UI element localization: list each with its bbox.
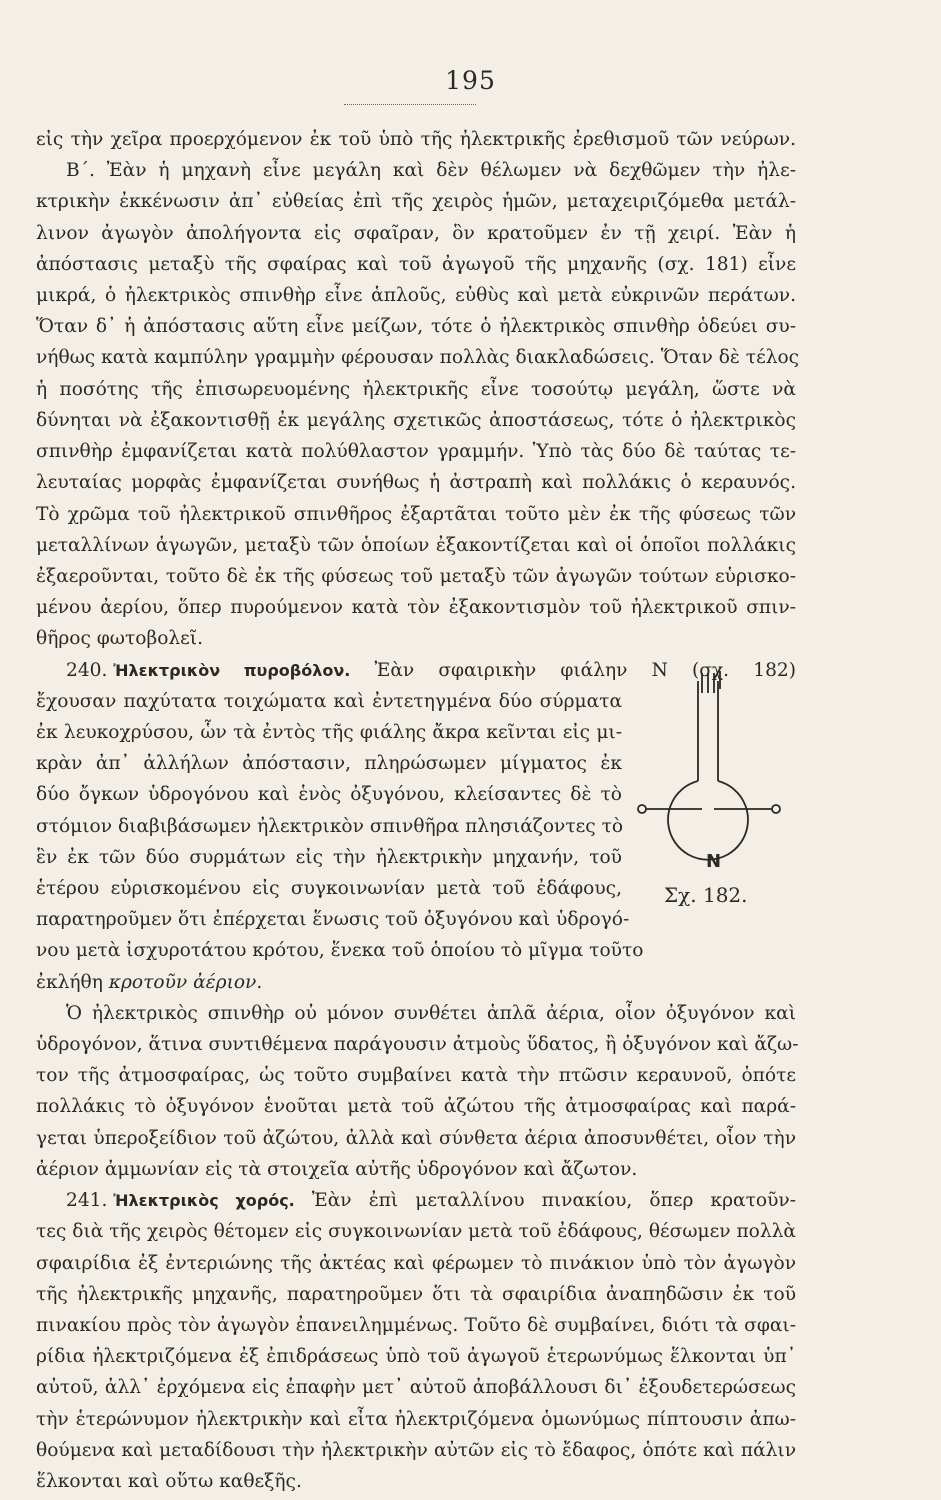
flask-diagram	[636, 663, 796, 863]
text-line: τον τῆς ἀτμοσφαίρας, ὡς τοῦτο συμβαίνει κατὰ τὴν πτῶσιν κεραυνοῦ, ὁπότε	[36, 1065, 796, 1086]
text-line: ἡ ποσότης τῆς ἐπισωρευομένης ἠλεκτρικῆς εἶνε τοσούτῳ μεγάλη, ὥστε νὰ	[36, 379, 796, 400]
text-line: σπινθὴρ ἐμφανίζεται κατὰ πολύθλαστον γραμμήν. Ὑπὸ τὰς δύο δὲ ταύτας τε-	[36, 441, 796, 462]
text-line: Ὁ ἠλεκτρικὸς σπινθὴρ οὐ μόνον συνθέτει ἁπλᾶ ἀέρια, οἷον ὀξυγόνον καὶ	[66, 1003, 796, 1024]
text-line: τῆς ἠλεκτρικῆς μηχανῆς, παρατηροῦμεν ὅτι τὰ σφαιρίδια ἀναπηδῶσιν ἐκ τοῦ	[36, 1284, 796, 1305]
figure-182	[636, 663, 796, 933]
text-line: πολλάκις τὸ ὀξυγόνον ἑνοῦται μετὰ τοῦ ἀζώτου τῆς ἀτμοσφαίρας καὶ παρά-	[36, 1096, 796, 1117]
text-line: δύο ὄγκων ὑδρογόνου καὶ ἑνὸς ὀξυγόνου, κλείσαντες δὲ τὸ	[36, 784, 622, 805]
section-first-line: Ἐὰν σφαιρικὴν φιάλην Ν (σχ. 182)	[374, 660, 796, 681]
text-line: ὑδρογόνον, ἅτινα συντιθέμενα παράγουσιν ἀτμοὺς ὕδατος, ἢ ὀξυγόνον καὶ ἄζω-	[36, 1034, 799, 1055]
text-line: τὴν ἑτερώνυμον ἠλεκτρικὴν καὶ εἶτα ἠλεκτριζόμενα ὁμωνύμως πίπτουσιν ἀπω-	[36, 1409, 796, 1430]
page-number: 195	[445, 66, 496, 95]
text-line: Τὸ χρῶμα τοῦ ἠλεκτρικοῦ σπινθῆρος ἐξαρτᾶται τοῦτο μὲν ἐκ τῆς φύσεως τῶν	[36, 504, 796, 525]
text-line: ἀπόστασις μεταξὺ τῆς σφαίρας καὶ τοῦ ἀγωγοῦ τῆς μηχανῆς (σχ. 181) εἶνε	[36, 254, 796, 275]
figure-caption: Σχ. 182.	[664, 883, 748, 907]
text-line: παρατηροῦμεν ὅτι ἐπέρχεται ἕνωσις τοῦ ὀξυγόνου καὶ ὑδρογό-	[36, 909, 630, 930]
section-title: Ἠλεκτρικὸν πυροβόλον.	[113, 661, 351, 680]
text-line: ἔχουσαν παχύτατα τοιχώματα καὶ ἐντετηγμένα δύο σύρματα	[36, 691, 622, 712]
figure-label-n: Ν	[706, 851, 722, 872]
section-number: 240.	[66, 660, 108, 681]
text-line: κρὰν ἀπ᾽ ἀλλήλων ἀπόστασιν, πληρώσωμεν μίγματος ἐκ	[36, 753, 622, 774]
text-line: μικρά, ὁ ἠλεκτρικὸς σπινθὴρ εἶνε ἁπλοῦς, εὐθὺς καὶ μετὰ εὐκρινῶν περάτων.	[36, 285, 796, 306]
section-first-line: Ἐὰν ἐπὶ μεταλλίνου πινακίου, ὅπερ κρατοῦν-	[311, 1190, 796, 1211]
text-line: μένου ἀερίου, ὅπερ πυρούμενον κατὰ τὸν ἐξακοντισμὸν τοῦ ἠλεκτρικοῦ σπιν-	[36, 597, 796, 618]
text-line: ἑτέρου εὑρισκομένου εἰς συγκοινωνίαν μετὰ τοῦ ἐδάφους,	[36, 878, 622, 899]
section-number: 241.	[66, 1190, 108, 1211]
text-line: Β΄. Ἐὰν ἡ μηχανὴ εἶνε μεγάλη καὶ δὲν θέλωμεν νὰ δεχθῶμεν τὴν ἠλε-	[66, 160, 796, 181]
text-line: λινον ἀγωγὸν ἀπολήγοντα εἰς σφαῖραν, ὃν κρατοῦμεν ἐν τῇ χειρί. Ἐὰν ἡ	[36, 223, 796, 244]
text-line: ἕλκονται καὶ οὕτω καθεξῆς.	[36, 1471, 302, 1492]
section-241-heading-line	[66, 1189, 796, 1213]
text-line: δύνηται νὰ ἐξακοντισθῇ ἐκ μεγάλης σχετικῶς ἀποστάσεως, τότε ὁ ἠλεκτρικὸς	[36, 410, 796, 431]
text-line: αὐτοῦ, ἀλλ᾽ ἐρχόμενα εἰς ἐπαφὴν μετ᾽ αὐτοῦ ἀποβάλλουσι δι᾽ ἐξουδετερώσεως	[36, 1377, 796, 1398]
text-line: θῆρος φωτοβολεῖ.	[36, 628, 204, 649]
text-line: πινακίου πρὸς τὸν ἀγωγὸν ἐπανειλημμένως. Τοῦτο δὲ συμβαίνει, διότι τὰ σφαι-	[36, 1315, 796, 1336]
text-line	[36, 971, 622, 995]
text-span: ἐκλήθη	[36, 972, 109, 993]
text-line: τες διὰ τῆς χειρὸς θέτομεν εἰς συγκοινωνίαν μετὰ τοῦ ἐδάφους, θέσωμεν πολλὰ	[36, 1221, 796, 1242]
term-kroton-aerion: κροτοῦν ἀέριον.	[108, 972, 263, 993]
text-line: λευταίας μορφὰς ἐμφανίζεται συνήθως ἡ ἀστραπὴ καὶ πολλάκις ὁ κεραυνός.	[36, 472, 796, 493]
text-line: νήθως κατὰ καμπύλην γραμμὴν φέρουσαν πολλὰς διακλαδώσεις. Ὅταν δὲ τέλος	[36, 347, 800, 368]
text-line: ἀέριον ἀμμωνίαν εἰς τὰ στοιχεῖα αὐτῆς ὑδρογόνον καὶ ἄζωτον.	[36, 1159, 638, 1180]
text-line: σφαιρίδια ἐξ ἐντεριώνης τῆς ἀκτέας καὶ φέρωμεν τὸ πινάκιον ὑπὸ τὸν ἀγωγὸν	[36, 1253, 796, 1274]
text-line: κτρικὴν ἐκκένωσιν ἀπ᾽ εὐθείας ἐπὶ τῆς χειρὸς ἡμῶν, μεταχειριζόμεθα μετάλ-	[36, 191, 796, 212]
text-line: εἰς τὴν χεῖρα προερχόμενον ἐκ τοῦ ὑπὸ τῆς ἠλεκτρικῆς ἐρεθισμοῦ τῶν νεύρων.	[36, 129, 796, 150]
text-line: γεται ὑπεροξείδιον τοῦ ἀζώτου, ἀλλὰ καὶ σύνθετα ἀέρια ἀποσυνθέτει, οἷον τὴν	[36, 1128, 796, 1149]
text-line: ἐκ λευκοχρύσου, ὧν τὰ ἐντὸς τῆς φιάλης ἄκρα κεῖνται εἰς μι-	[36, 722, 622, 743]
text-line: Ὅταν δ᾽ ἡ ἀπόστασις αὕτη εἶνε μείζων, τότε ὁ ἠλεκτρικὸς σπινθὴρ ὁδεύει συ-	[36, 316, 796, 337]
text-line: στόμιον διαβιβάσωμεν ἠλεκτρικὸν σπινθῆρα πλησιάζοντες τὸ	[36, 816, 624, 837]
section-title: Ἠλεκτρικὸς χορός.	[113, 1191, 295, 1210]
header-rule	[344, 104, 476, 105]
text-line: ἐξαεροῦνται, τοῦτο δὲ ἐκ τῆς φύσεως τοῦ μεταξὺ τῶν ἀγωγῶν τούτων εὑρισκο-	[36, 566, 796, 587]
text-line: νου μετὰ ἰσχυροτάτου κρότου, ἕνεκα τοῦ ὁποίου τὸ μῖγμα τοῦτο	[36, 940, 644, 961]
text-line: ρίδια ἠλεκτριζόμενα ἐξ ἐπιδράσεως ὑπὸ τοῦ ἀγωγοῦ ἑτερωνύμως ἕλκονται ὑπ᾽	[36, 1346, 796, 1367]
text-line: θούμενα καὶ μεταδίδουσι τὴν ἠλεκτρικὴν αὐτῶν εἰς τὸ ἔδαφος, ὁπότε καὶ πάλιν	[36, 1440, 796, 1461]
text-line: μεταλλίνων ἀγωγῶν, μεταξὺ τῶν ὁποίων ἐξακοντίζεται καὶ οἱ ὁποῖοι πολλάκις	[36, 535, 796, 556]
text-line: ἓν ἐκ τῶν δύο συρμάτων εἰς τὴν ἠλεκτρικὴν μηχανήν, τοῦ	[36, 847, 622, 868]
